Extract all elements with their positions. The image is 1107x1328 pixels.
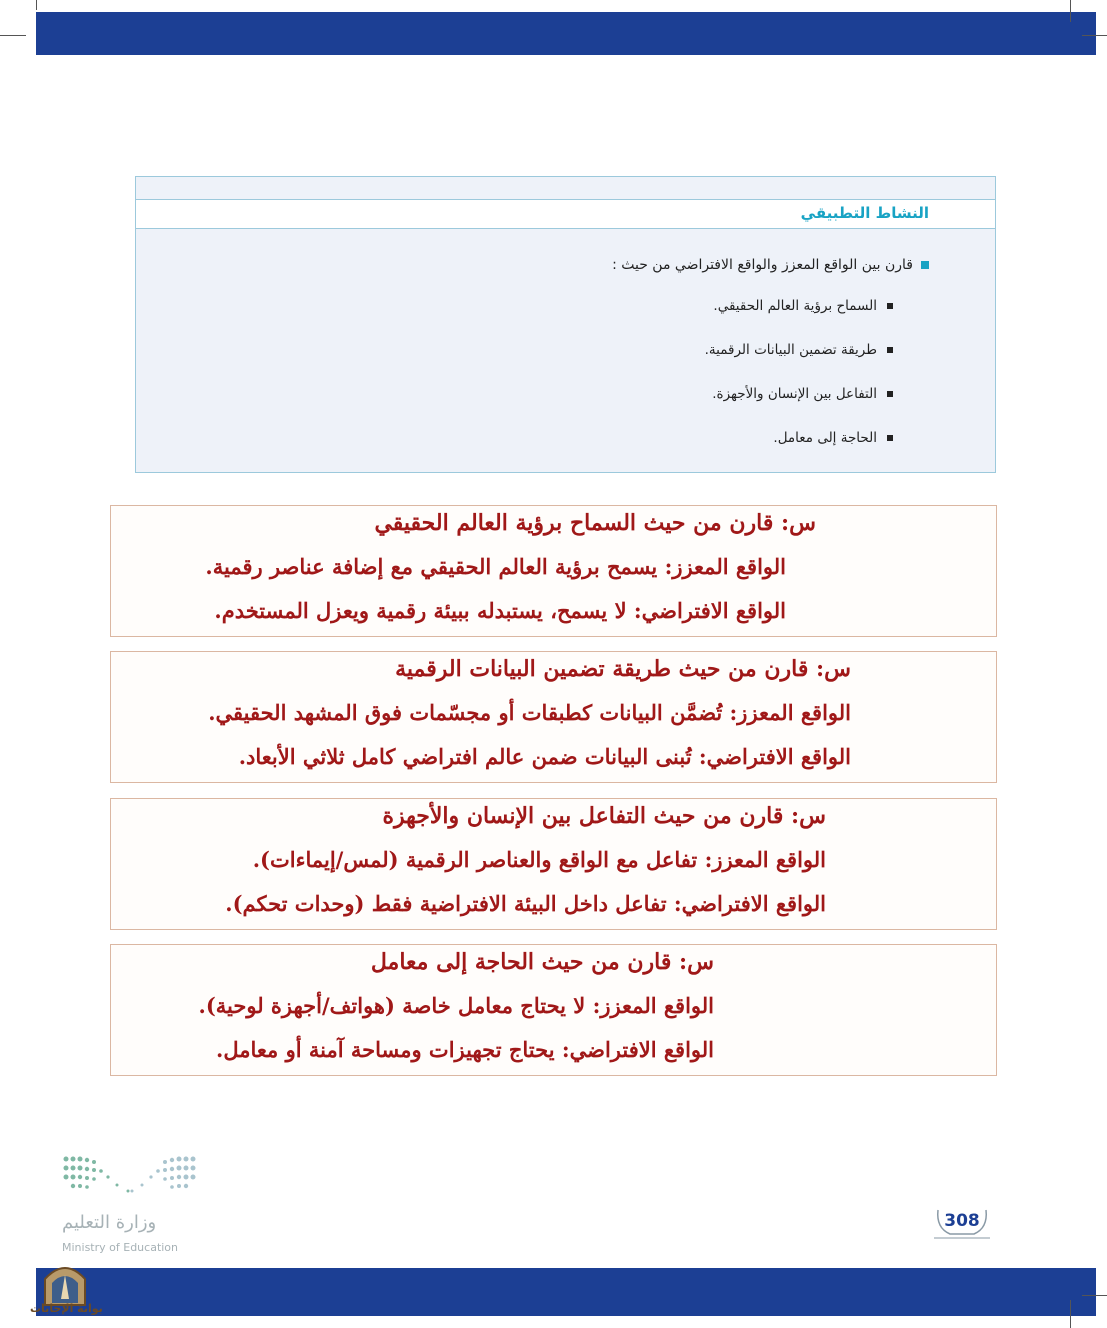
answer-question: س: قارن من حيث طريقة تضمين البيانات الرقمية <box>395 656 851 682</box>
top-banner <box>36 12 1096 55</box>
answer-box <box>110 798 997 930</box>
answer-vr-line: الواقع الافتراضي: تفاعل داخل البيئة الافتراضية فقط (وحدات تحكم). <box>225 891 826 916</box>
crop-mark <box>36 0 37 10</box>
answer-vr-line: الواقع الافتراضي: يحتاج تجهيزات ومساحة آمنة أو معامل. <box>216 1037 714 1062</box>
answer-vr-line: الواقع الافتراضي: تُبنى البيانات ضمن عالم افتراضي كامل ثلاثي الأبعاد. <box>238 744 851 769</box>
answer-vr-line: الواقع الافتراضي: لا يسمح، يستبدله ببيئة رقمية ويعزل المستخدم. <box>214 598 786 623</box>
answer-box <box>110 651 997 783</box>
activity-point: طريقة تضمين البيانات الرقمية. <box>705 342 893 358</box>
stamp-label: بوابة الإجابات <box>30 1302 103 1315</box>
activity-point: السماح برؤية العالم الحقيقي. <box>713 298 893 314</box>
bullet-square-icon <box>921 261 929 269</box>
crop-mark <box>1070 0 1071 22</box>
bottom-banner <box>36 1268 1096 1316</box>
ministry-name-ar: وزارة التعليم <box>62 1212 157 1233</box>
activity-point: التفاعل بين الإنسان والأجهزة. <box>712 386 893 402</box>
answer-box <box>110 505 997 637</box>
answer-question: س: قارن من حيث السماح برؤية العالم الحقيقي <box>374 510 816 536</box>
bullet-square-icon <box>887 391 893 397</box>
activity-box <box>135 176 996 473</box>
page-number-text: 308 <box>944 1211 980 1231</box>
bullet-square-icon <box>887 347 893 353</box>
answer-ar-line: الواقع المعزز: يسمح برؤية العالم الحقيقي مع إضافة عناصر رقمية. <box>205 554 786 579</box>
answer-ar-line: الواقع المعزز: لا يحتاج معامل خاصة (هواتف/أجهزة لوحية). <box>198 993 714 1018</box>
bullet-square-icon <box>887 303 893 309</box>
activity-header <box>136 199 995 229</box>
answer-box <box>110 944 997 1076</box>
ministry-name-en: Ministry of Education <box>62 1241 179 1254</box>
bullet-square-icon <box>887 435 893 441</box>
ministry-logo-icon <box>62 1155 197 1195</box>
crop-mark <box>1070 1300 1071 1328</box>
answer-ar-line: الواقع المعزز: تُضمَّن البيانات كطبقات أو مجسّمات فوق المشهد الحقيقي. <box>208 700 851 725</box>
activity-title: النشاط التطبيقي <box>800 204 929 222</box>
answer-question: س: قارن من حيث التفاعل بين الإنسان والأجهزة <box>382 803 826 829</box>
activity-point: الحاجة إلى معامل. <box>773 430 893 446</box>
crop-mark <box>1082 1295 1107 1296</box>
page-number <box>934 1206 990 1240</box>
activity-main-question: قارن بين الواقع المعزز والواقع الافتراضي من حيث : <box>612 257 929 273</box>
crop-mark <box>1082 35 1107 36</box>
answer-ar-line: الواقع المعزز: تفاعل مع الواقع والعناصر الرقمية (لمس/إيماءات). <box>252 847 826 872</box>
answer-question: س: قارن من حيث الحاجة إلى معامل <box>370 949 714 975</box>
crop-mark <box>0 35 26 36</box>
